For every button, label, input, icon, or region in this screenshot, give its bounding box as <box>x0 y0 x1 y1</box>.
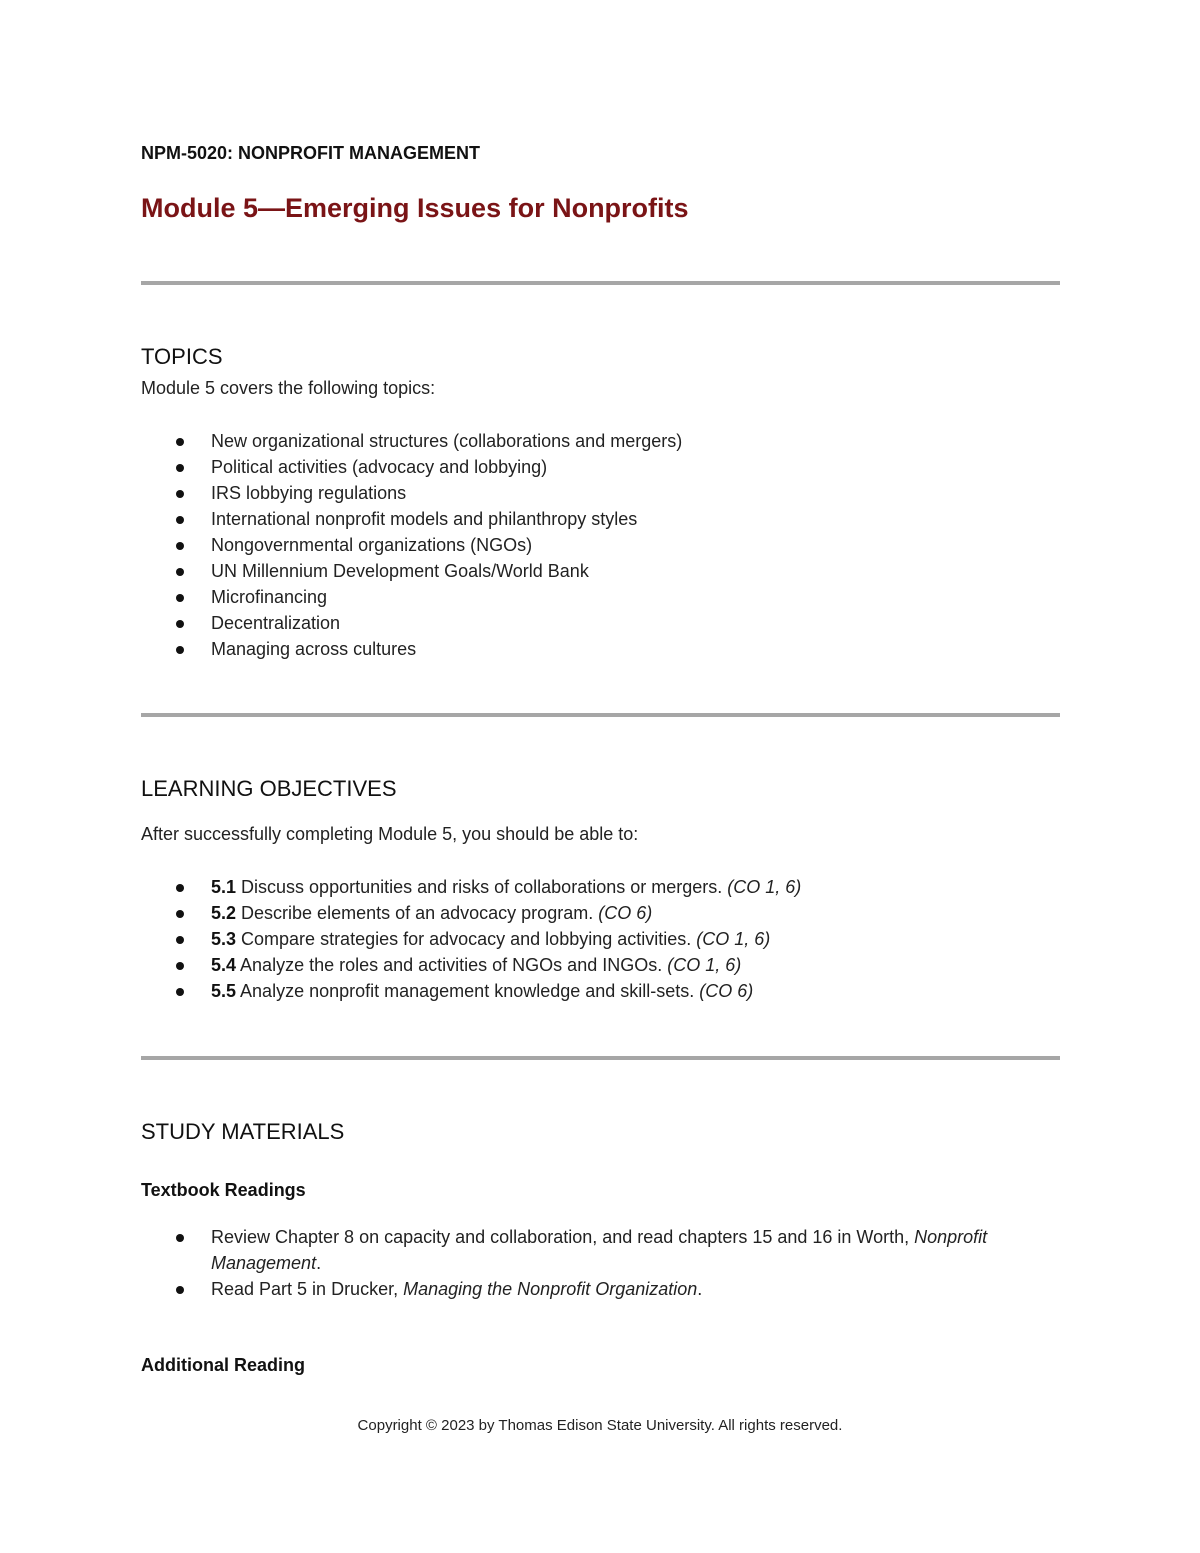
topics-list <box>172 428 1032 662</box>
list-item: 5.4 Analyze the roles and activities of NGOs and INGOs. (CO 1, 6) <box>172 952 1032 978</box>
section-divider <box>141 1056 1060 1060</box>
bullet-icon <box>176 438 184 446</box>
bullet-icon <box>176 620 184 628</box>
list-item: Managing across cultures <box>172 636 1032 662</box>
list-item: Review Chapter 8 on capacity and collaboration, and read chapters 15 and 16 in Worth, Nonprofit Management. <box>172 1224 1002 1276</box>
textbook-readings-heading: Textbook Readings <box>141 1180 306 1200</box>
module-title: Module 5—Emerging Issues for Nonprofits <box>141 193 689 223</box>
list-item: IRS lobbying regulations <box>172 480 1032 506</box>
topics-heading: TOPICS <box>141 344 223 369</box>
bullet-icon <box>176 594 184 602</box>
bullet-icon <box>176 490 184 498</box>
objectives-heading: LEARNING OBJECTIVES <box>141 776 397 801</box>
list-item: 5.3 Compare strategies for advocacy and lobbying activities. (CO 1, 6) <box>172 926 1032 952</box>
objectives-intro: After successfully completing Module 5, you should be able to: <box>141 824 639 844</box>
bullet-icon <box>176 1286 184 1294</box>
section-divider <box>141 713 1060 717</box>
list-item: New organizational structures (collaborations and mergers) <box>172 428 1032 454</box>
bullet-icon <box>176 936 184 944</box>
list-item: 5.5 Analyze nonprofit management knowledge and skill-sets. (CO 6) <box>172 978 1032 1004</box>
list-item: Microfinancing <box>172 584 1032 610</box>
list-item: 5.1 Discuss opportunities and risks of collaborations or mergers. (CO 1, 6) <box>172 874 1032 900</box>
list-item: Read Part 5 in Drucker, Managing the Nonprofit Organization. <box>172 1276 1002 1302</box>
objectives-list <box>172 874 1032 1004</box>
bullet-icon <box>176 516 184 524</box>
bullet-icon <box>176 962 184 970</box>
bullet-icon <box>176 910 184 918</box>
bullet-icon <box>176 988 184 996</box>
bullet-icon <box>176 1234 184 1242</box>
list-item: Political activities (advocacy and lobbying) <box>172 454 1032 480</box>
bullet-icon <box>176 464 184 472</box>
textbook-readings-list <box>172 1224 1002 1302</box>
course-code: NPM-5020: NONPROFIT MANAGEMENT <box>141 143 481 163</box>
list-item: Nongovernmental organizations (NGOs) <box>172 532 1032 558</box>
list-item: UN Millennium Development Goals/World Bank <box>172 558 1032 584</box>
list-item: 5.2 Describe elements of an advocacy program. (CO 6) <box>172 900 1032 926</box>
study-materials-heading: STUDY MATERIALS <box>141 1119 345 1144</box>
bullet-icon <box>176 884 184 892</box>
bullet-icon <box>176 568 184 576</box>
topics-intro: Module 5 covers the following topics: <box>141 378 436 398</box>
list-item: International nonprofit models and philanthropy styles <box>172 506 1032 532</box>
additional-reading-heading: Additional Reading <box>141 1355 305 1375</box>
list-item: Decentralization <box>172 610 1032 636</box>
bullet-icon <box>176 646 184 654</box>
bullet-icon <box>176 542 184 550</box>
copyright-footer: Copyright © 2023 by Thomas Edison State University. All rights reserved. <box>357 1417 843 1434</box>
section-divider <box>141 281 1060 285</box>
